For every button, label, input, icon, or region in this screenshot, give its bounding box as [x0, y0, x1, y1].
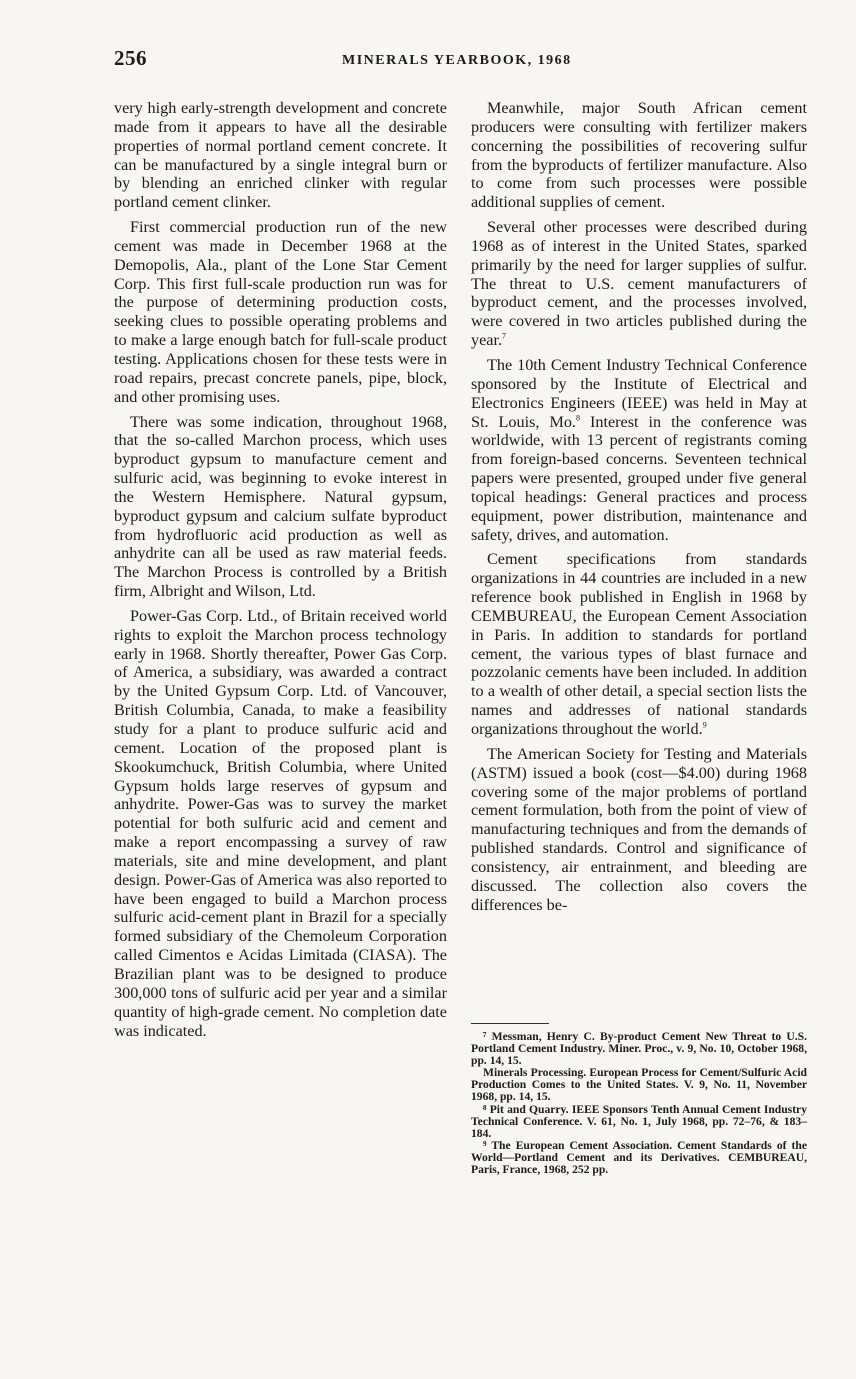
footnote: ⁸ Pit and Quarry. IEEE Sponsors Tenth Annual Cement Industry Technical Conference. V. 61, No. 1, July 1968, pp. 72–76, & 183–184. [471, 1102, 807, 1140]
footnote-ref: 8 [575, 413, 580, 423]
paragraph: Power-Gas Corp. Ltd., of Britain received world rights to exploit the Marchon process technology early in 1968. Shortly thereafter, Power Gas Corp. of America, a subsidiary, was awarded a contract by the United Gypsum Corp. Ltd. of Vancouver, British Columbia, Canada, to make a feasibility study for a plant to produce sulfuric acid and cement. Location of the proposed plant is Skookumchuck, British Columbia, where United Gypsum holds large reserves of gypsum and anhydrite. Power-Gas was to survey the market potential for both sulfuric acid and cement and make a report encompassing a survey of raw materials, site and mine development, and plant design. Power-Gas of America was also reported to have been engaged to build a Marchon process sulfuric acid-cement plant in Brazil for a specially formed subsidiary of the Chemoleum Corporation called Cimentos e Acidas Limitada (CIASA). The Brazilian plant was to be designed to produce 300,000 tons of sulfuric acid per year and a similar quantity of high-grade cement. No completion date was indicated. [114, 606, 447, 1040]
running-head: MINERALS YEARBOOK, 1968 [342, 53, 572, 68]
paragraph-text: The 10th Cement Industry Technical Conference sponsored by the Institute of Electrical and Electronics Engineers (IEEE) was held in May at St. Louis, Mo. [471, 355, 807, 431]
left-column [114, 99, 447, 1046]
footnote-rule [471, 1023, 549, 1024]
paragraph-text: Several other processes were described during 1968 as of interest in the United States, sparked primarily by the need for larger supplies of sulfur. The threat to U.S. cement manufacturers of byproduct cement, and the processes involved, were covered in two articles published during the year. [471, 218, 807, 350]
paragraph: very high early-strength development and concrete made from it appears to have all the desirable properties of normal portland cement concrete. It can be manufactured by a single integral burn or by blending an enriched clinker with regular portland cement clinker. [114, 99, 447, 212]
footnote: Minerals Processing. European Process for Cement/Sulfuric Acid Production Comes to the United States. V. 9, No. 11, November 1968, pp. 14, 15. [471, 1066, 807, 1104]
right-column [471, 99, 807, 920]
footnote-ref: 7 [502, 331, 507, 341]
page-number: 256 [114, 46, 147, 70]
footnote: ⁷ Messman, Henry C. By-product Cement New Threat to U.S. Portland Cement Industry. Miner. Proc., v. 9, No. 10, October 1968, pp. 14, 15. [471, 1030, 807, 1068]
footnote: ⁹ The European Cement Association. Cement Standards of the World—Portland Cement and its Derivatives. CEMBUREAU, Paris, France, 1968, 252 pp. [471, 1138, 807, 1177]
paragraph [471, 356, 807, 544]
footnote-ref: 9 [702, 720, 707, 730]
paragraph: First commercial production run of the new cement was made in December 1968 at the Demopolis, Ala., plant of the Lone Star Cement Corp. This first full-scale production run was for the purpose of determining production costs, seeking clues to possible operating problems and to make a large enough batch for full-scale product testing. Applications chosen for these tests were in road repairs, precast concrete panels, pipe, block, and other promising uses. [114, 218, 447, 406]
paragraph: There was some indication, throughout 1968, that the so-called Marchon process, which uses byproduct gypsum to manufacture cement and sulfuric acid, was beginning to evoke interest in the Western Hemisphere. Natural gypsum, byproduct gypsum and calcium sulfate byproduct from hydrofluoric acid production as well as anhydrite can all be used as raw material feeds. The Marchon Process is controlled by a British firm, Albright and Wilson, Ltd. [114, 412, 447, 601]
paragraph [471, 550, 807, 738]
paragraph-text: Interest in the conference was worldwide, with 13 percent of registrants coming from foreign-based concerns. Seventeen technical papers were presented, grouped under five general topical headings: General practices and process equipment, power distribution, maintenance and safety, drives, and automation. [471, 412, 807, 544]
footnotes [471, 1031, 807, 1176]
paragraph: Meanwhile, major South African cement producers were consulting with fertilizer makers concerning the possibilities of recovering sulfur from the byproducts of fertilizer manufacture. Also to come from such processes were possible additional supplies of cement. [471, 99, 807, 212]
paragraph [471, 218, 807, 350]
paragraph-text: Cement specifications from standards organizations in 44 countries are included in a new reference book published in English in 1968 by CEMBUREAU, the European Cement Association in Paris. In addition to standards for portland cement, the various types of blast furnace and pozzolanic cements have been included. In addition to a wealth of other detail, a special section lists the names and addresses of national standards organizations throughout the world. [471, 550, 807, 738]
paragraph: The American Society for Testing and Materials (ASTM) issued a book (cost—$4.00) during 1968 covering some of the major problems of portland cement formulation, both from the point of view of manufacturing techniques and from the demands of published standards. Control and significance of consistency, air entrainment, and bleeding are discussed. The collection also covers the differences be- [471, 744, 807, 914]
